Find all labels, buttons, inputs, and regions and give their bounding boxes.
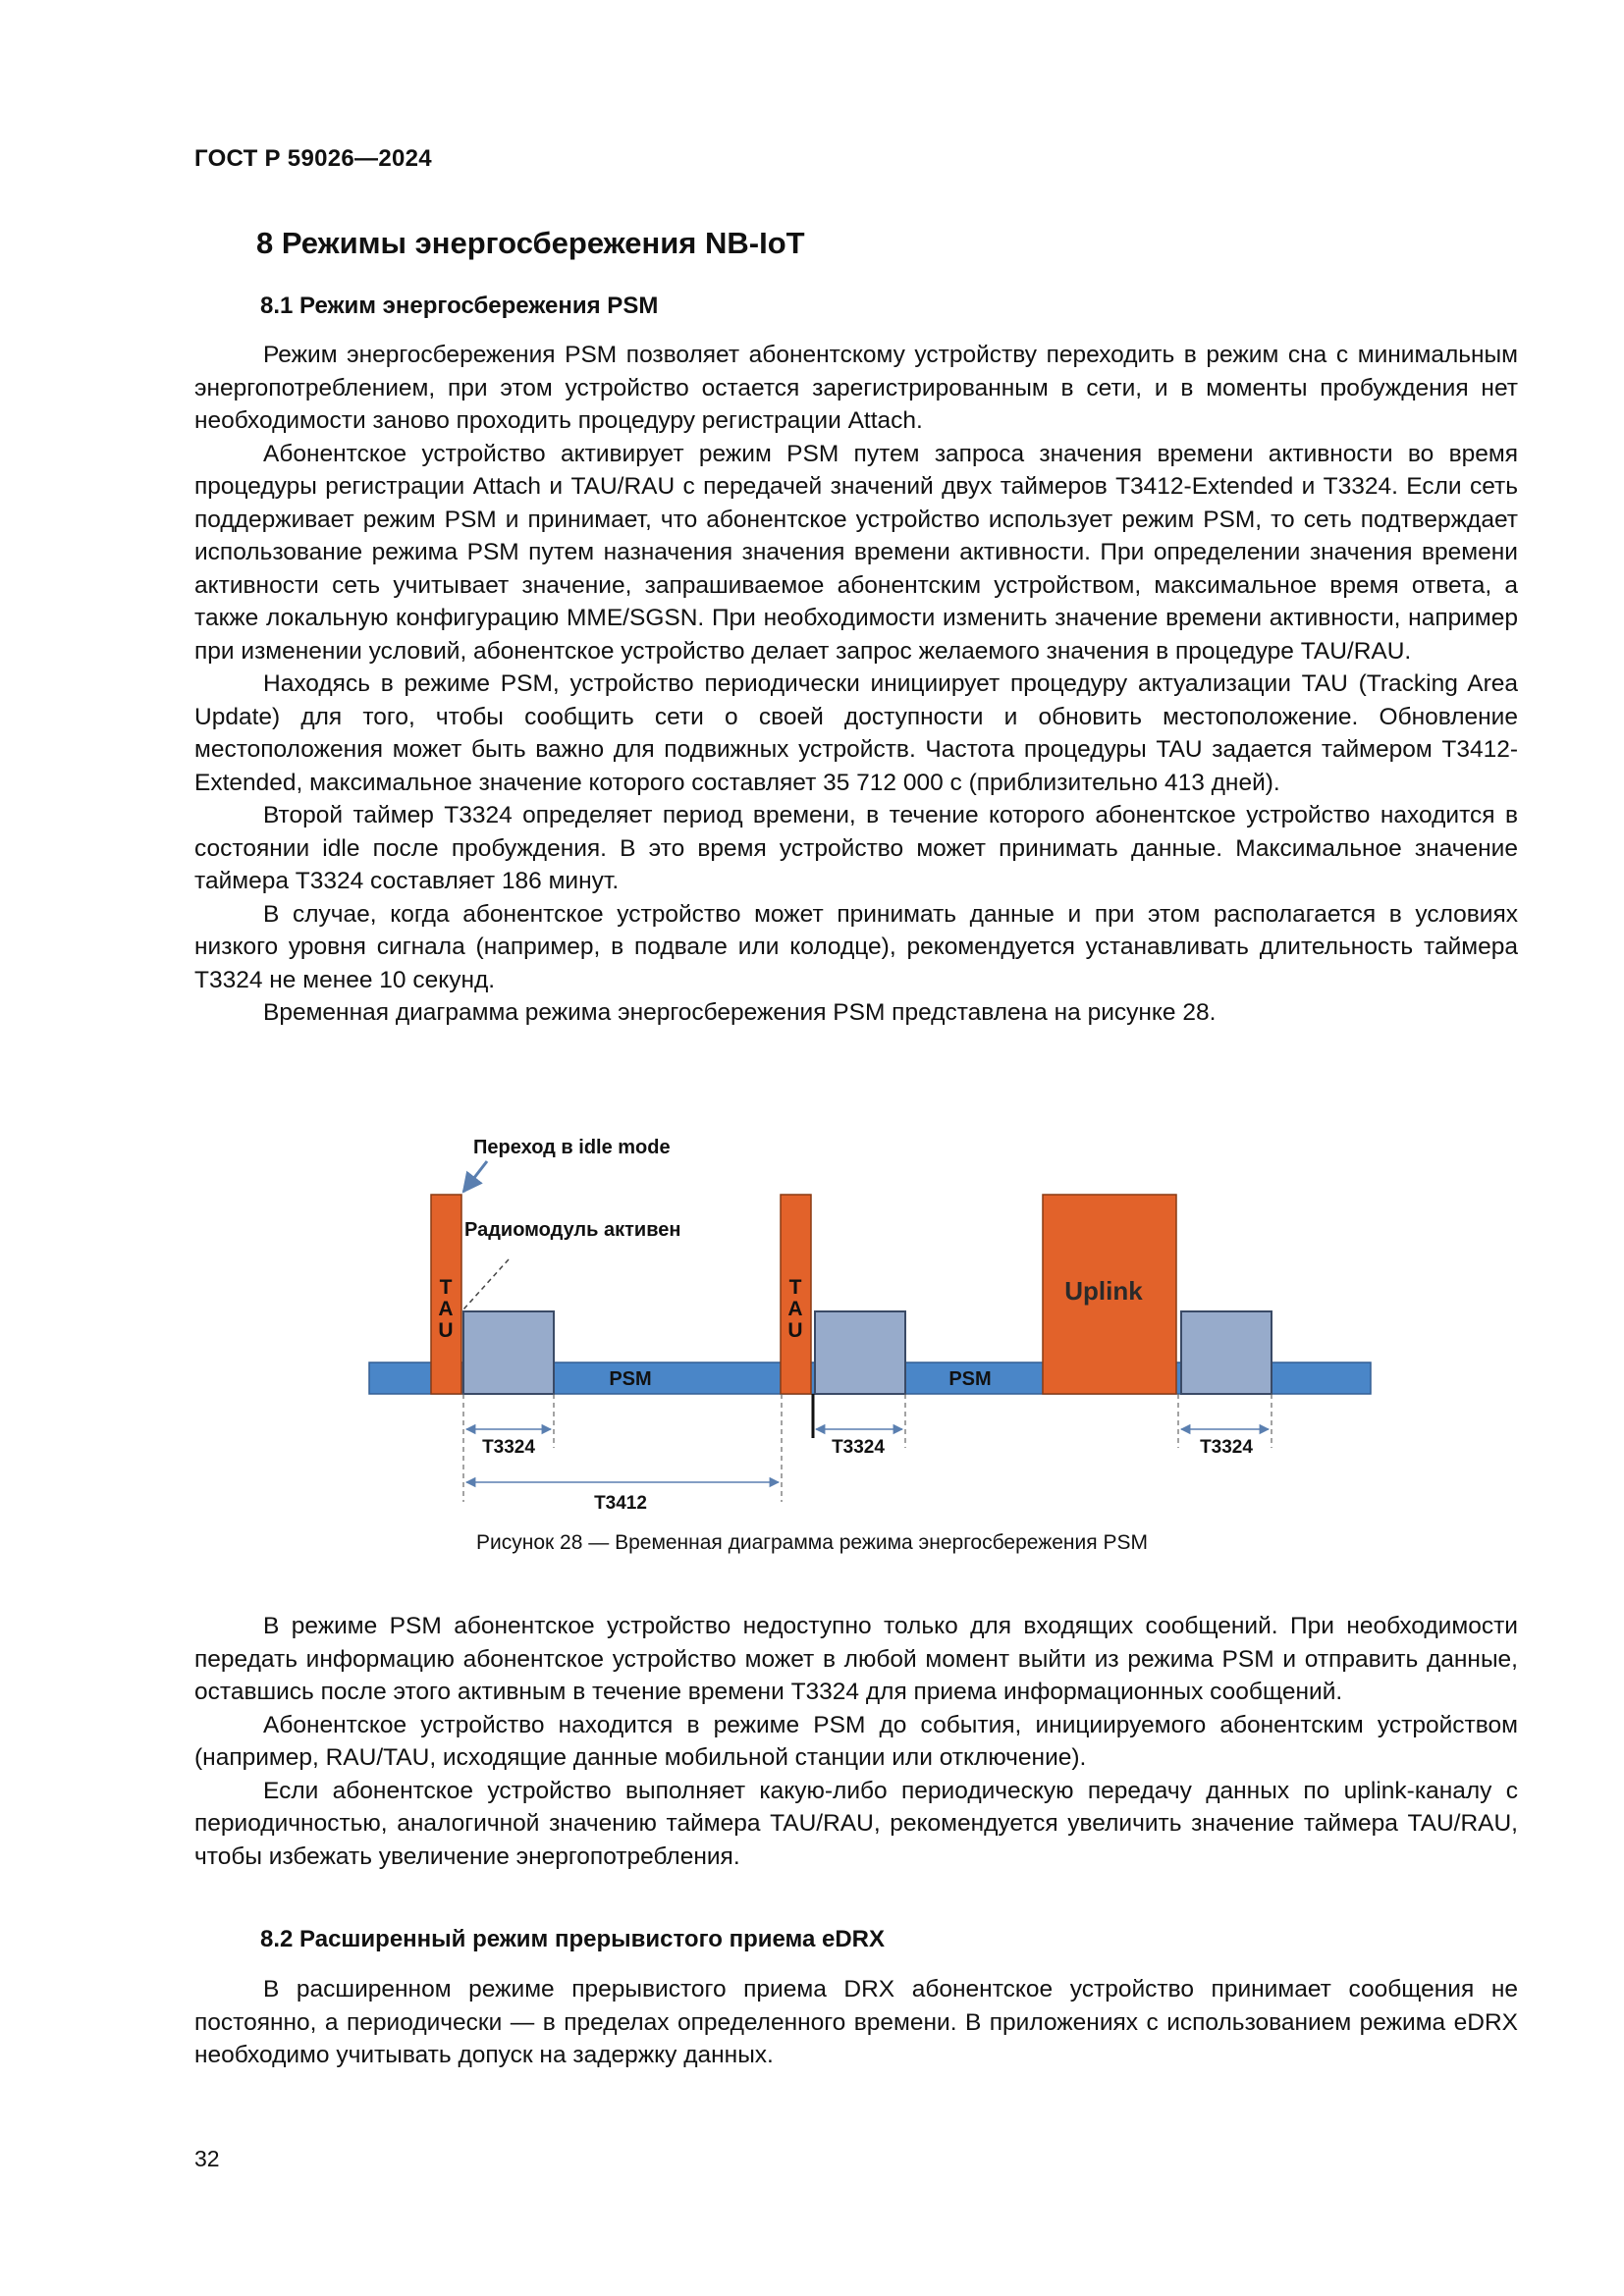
psm-label-2: PSM <box>948 1368 992 1390</box>
t3412-label: T3412 <box>594 1493 647 1514</box>
radio-active-block-2 <box>815 1311 905 1394</box>
t3324-label-1: T3324 <box>482 1437 535 1458</box>
figure-caption: Рисунок 28 — Временная диаграмма режима энергосбережения PSM <box>476 1531 1148 1554</box>
psm-text-after <box>194 1610 1518 1873</box>
t3324-label-3: T3324 <box>1200 1437 1253 1458</box>
psm-text-before <box>194 339 1518 1030</box>
tau-letter: U <box>438 1319 454 1342</box>
page-number: 32 <box>194 2146 220 2171</box>
edrx-text <box>194 1973 1518 2072</box>
paragraph: Находясь в режиме PSM, устройство периодически инициирует процедуру актуализации TAU (Tracking Area Update) для того, чтобы сообщить сети о своей доступности и обновить местоположение. Обновление местоположения может быть важно для подвижных устройств. Частота процедуры TAU задается таймером T3412-Extended, максимальное значение которого составляет 35 712 000 с (приблизительно 413 дней). <box>194 670 1518 796</box>
radio-active-pointer <box>463 1259 509 1309</box>
paragraph: Второй таймер T3324 определяет период времени, в течение которого абонентское устройство находится в состоянии idle после пробуждения. В это время устройство может принимать данные. Максимальное значение таймера T3324 составляет 186 минут. <box>194 802 1518 894</box>
paragraph: В расширенном режиме прерывистого приема DRX абонентское устройство принимает сообщения не постоянно, а периодически — в пределах определенного времени. В приложениях с использованием режима eDRX необходимо учитывать допуск на задержку данных. <box>194 1976 1518 2068</box>
idle-mode-callout: Переход в idle mode <box>473 1137 671 1158</box>
paragraph: В случае, когда абонентское устройство может принимать данные и при этом располагается в условиях низкого уровня сигнала (например, в подвале или колодце), рекомендуется устанавливать длительность таймера T3324 не менее 10 секунд. <box>194 900 1518 993</box>
radio-active-callout: Радиомодуль активен <box>464 1219 681 1241</box>
paragraph: Режим энергосбережения PSM позволяет абонентскому устройству переходить в режим сна с минимальным энергопотреблением, при этом устройство остается зарегистрированным в сети, и в моменты пробуждения нет необходимости заново проходить процедуру регистрации Attach. <box>194 342 1518 434</box>
tau-letter: T <box>788 1276 802 1299</box>
subsection-8-2-title: 8.2 Расширенный режим прерывистого приема eDRX <box>260 1926 886 1952</box>
subsection-8-1-title: 8.1 Режим энергосбережения PSM <box>260 293 659 319</box>
idle-mode-arrow <box>463 1161 487 1192</box>
standard-header: ГОСТ Р 59026—2024 <box>194 145 432 172</box>
psm-timing-diagram <box>0 1119 1624 1522</box>
paragraph: Если абонентское устройство выполняет какую-либо периодическую передачу данных по uplink-каналу с периодичностью, аналогичной значению таймера TAU/RAU, рекомендуется увеличить значение таймера TAU/RAU, чтобы избежать увеличение энергопотребления. <box>194 1777 1518 1870</box>
radio-active-block-1 <box>463 1311 554 1394</box>
uplink-label: Uplink <box>1064 1276 1143 1306</box>
section-title: 8 Режимы энергосбережения NB-IoT <box>256 226 805 260</box>
paragraph: Абонентское устройство находится в режиме PSM до события, инициируемого абонентским устройством (например, RAU/TAU, исходящие данные мобильной станции или отключение). <box>194 1711 1518 1771</box>
tau-letter: A <box>438 1298 454 1320</box>
paragraph: Временная диаграмма режима энергосбережения PSM представлена на рисунке 28. <box>263 999 1217 1026</box>
paragraph: Абонентское устройство активирует режим PSM путем запроса значения времени активности во время процедуры регистрации Attach и TAU/RAU с передачей значений двух таймеров T3412-Extended и T3324. Если сеть поддерживает режим PSM и принимает, что абонентское устройство использует режим PSM, то сеть подтверждает использование режима PSM путем назначения значения времени активности. При определении значения времени активности сеть учитывает значение, запрашиваемое абонентским устройством, максимальное время ответа, а также локальную конфигурацию MME/SGSN. При необходимости изменить значение времени активности, например при изменении условий, абонентское устройство делает запрос желаемого значения в процедуре TAU/RAU. <box>194 440 1518 665</box>
psm-label-1: PSM <box>609 1368 652 1390</box>
tau-letter: U <box>787 1319 803 1342</box>
radio-active-block-3 <box>1181 1311 1272 1394</box>
tau-letter: T <box>439 1276 453 1299</box>
tau-letter: A <box>787 1298 803 1320</box>
t3324-label-2: T3324 <box>832 1437 885 1458</box>
paragraph: В режиме PSM абонентское устройство недоступно только для входящих сообщений. При необходимости передать информацию абонентское устройство может в любой момент выйти из режима PSM и отправить данные, оставшись после этого активным в течение времени T3324 для приема информационных сообщений. <box>194 1613 1518 1705</box>
